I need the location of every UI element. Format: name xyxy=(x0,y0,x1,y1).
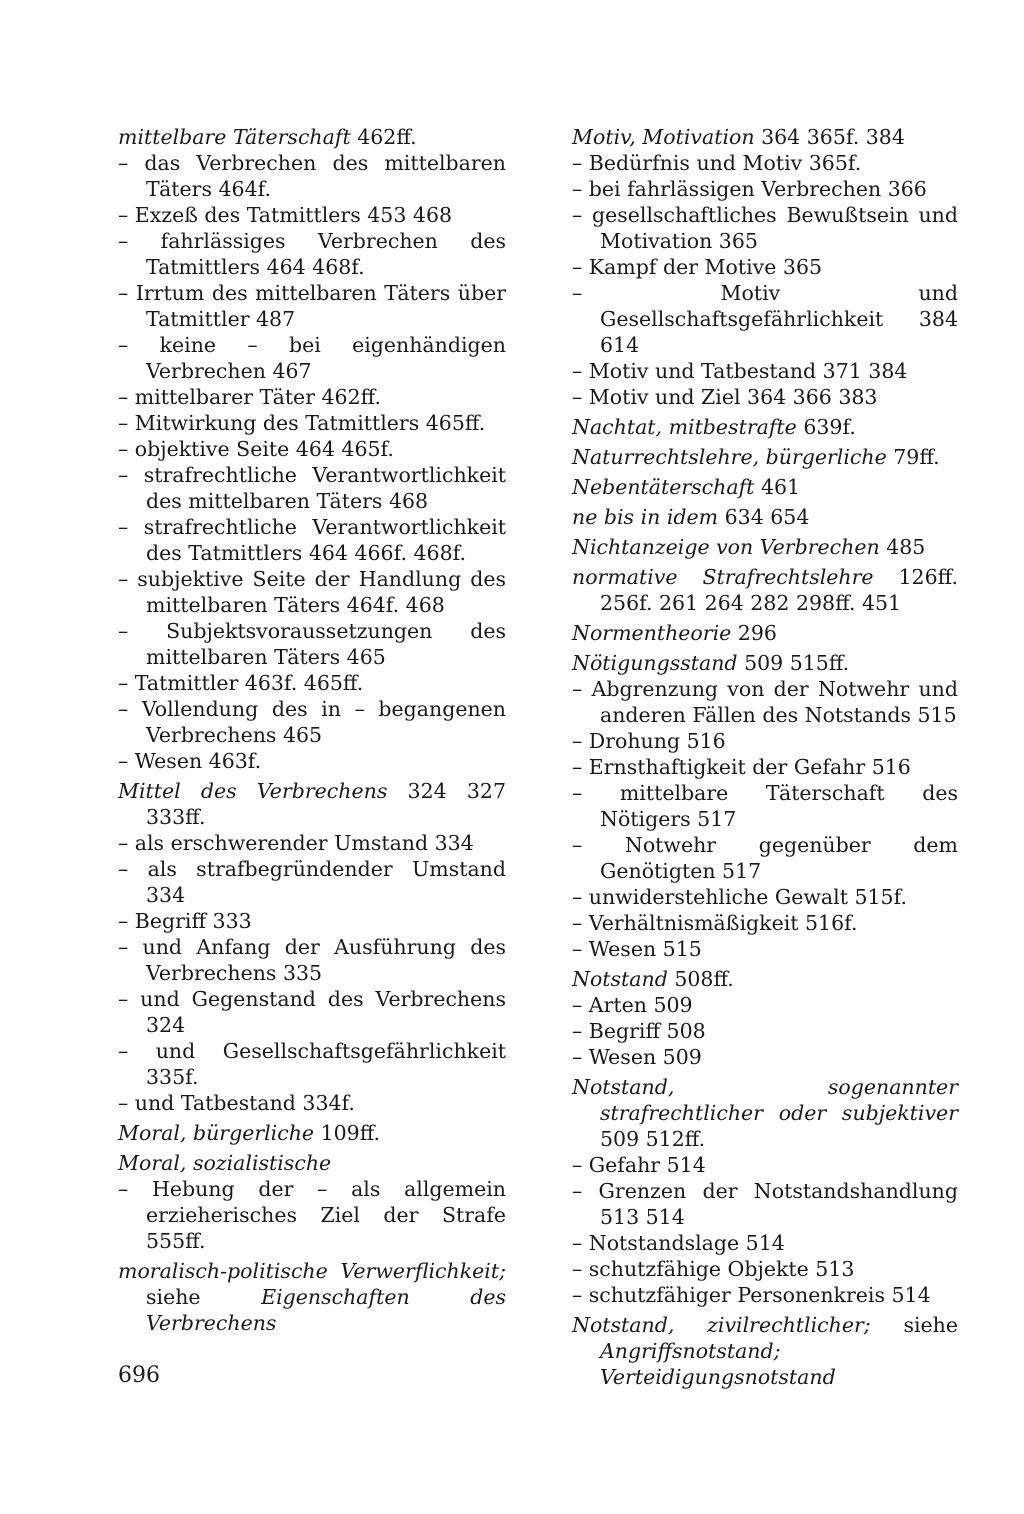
index-subentry: – Irrtum des mittelbaren Täters über Tatmittler 487 xyxy=(118,281,506,331)
index-subentry: – Vollendung des in – begangenen Verbrechens 465 xyxy=(118,697,506,747)
index-subentry: – strafrechtliche Verantwortlichkeit des Tatmittlers 464 466f. 468f. xyxy=(118,515,506,565)
index-subentry: – Ernsthaftigkeit der Gefahr 516 xyxy=(572,755,911,779)
index-subentry: – Drohung 516 xyxy=(572,729,726,753)
index-subentry: – Wesen 463f. xyxy=(118,749,262,773)
index-term: Notstand, sogenannter strafrechtlicher oder subjektiver xyxy=(572,1075,958,1125)
index-subentry: – schutzfähige Objekte 513 xyxy=(572,1257,855,1281)
index-subentry: – bei fahrlässigen Verbrechen 366 xyxy=(572,177,927,201)
page-number: 696 xyxy=(118,1363,160,1388)
index-subentry: – gesellschaftliches Bewußtsein und Motivation 365 xyxy=(572,203,958,253)
index-subentry: – und Tatbestand 334f. xyxy=(118,1091,355,1115)
index-entry xyxy=(572,564,958,616)
index-locators: 364 365f. 384 xyxy=(754,125,905,149)
index-subentry: – mittelbarer Täter 462ff. xyxy=(118,385,381,409)
index-locators: 296 xyxy=(731,621,777,645)
index-subentry: – Gefahr 514 xyxy=(572,1153,706,1177)
index-term: Nötigungsstand xyxy=(572,651,738,675)
index-locators: siehe xyxy=(146,1285,262,1309)
index-subentry: – Kampf der Motive 365 xyxy=(572,255,823,279)
index-subentry: – Grenzen der Notstandshandlung 513 514 xyxy=(572,1179,958,1229)
index-entry xyxy=(118,1258,506,1336)
index-subentry: – und Gesellschaftsgefährlichkeit 335f. xyxy=(118,1039,506,1089)
index-locators: 509 512ff. xyxy=(600,1127,706,1151)
index-entry xyxy=(572,414,958,440)
index-term: Moral, sozialistische xyxy=(118,1151,332,1175)
index-term: Notstand, zivilrechtlicher; xyxy=(572,1313,871,1337)
index-subentry: – Mitwirkung des Tatmittlers 465ff. xyxy=(118,411,486,435)
index-locators: 509 515ff. xyxy=(737,651,850,675)
index-entry xyxy=(118,778,506,830)
index-entry xyxy=(572,534,958,560)
index-term: mittelbare Täterschaft xyxy=(118,125,351,149)
index-subentry: – Verhältnismäßigkeit 516f. xyxy=(572,911,858,935)
index-subentry: – Bedürfnis und Motiv 365f. xyxy=(572,151,862,175)
index-subentry: – strafrechtliche Verantwortlichkeit des mittelbaren Täters 468 xyxy=(118,463,506,513)
index-entry xyxy=(572,966,958,992)
index-subentry: – Exzeß des Tatmittlers 453 468 xyxy=(118,203,453,227)
index-subentry: – Tatmittler 463f. 465ff. xyxy=(118,671,364,695)
index-subentry: – Begriff 333 xyxy=(118,909,252,933)
index-subentry: – Subjektsvoraussetzungen des mittelbaren Täters 465 xyxy=(118,619,506,669)
index-term: Nachtat, mitbestrafte xyxy=(572,415,797,439)
index-term: Notstand xyxy=(572,967,668,991)
index-subentry: – als erschwerender Umstand 334 xyxy=(118,831,474,855)
index-subentry: – Notwehr gegenüber dem Genötigten 517 xyxy=(572,833,958,883)
index-locators: 634 654 xyxy=(718,505,810,529)
index-subentry: – unwiderstehliche Gewalt 515f. xyxy=(572,885,907,909)
index-locators: 508ff. xyxy=(667,967,734,991)
index-locators: 461 xyxy=(754,475,801,499)
index-entry xyxy=(572,650,958,676)
index-subentry: – als strafbegründender Umstand 334 xyxy=(118,857,506,907)
index-subentry: – Hebung der – als allgemein erzieherisches Ziel der Strafe 555ff. xyxy=(118,1177,506,1253)
index-subentry: – schutzfähiger Personenkreis 514 xyxy=(572,1283,931,1307)
index-subentry: – fahrlässiges Verbrechen des Tatmittlers 464 468f. xyxy=(118,229,506,279)
index-locators: 324 327 333ff. xyxy=(146,779,506,829)
index-term: Nichtanzeige von Verbrechen xyxy=(572,535,880,559)
index-term: Nebentäterschaft xyxy=(572,475,755,499)
index-entry xyxy=(572,474,958,500)
index-subentry: – mittelbare Täterschaft des Nötigers 517 xyxy=(572,781,958,831)
index-subentry: – subjektive Seite der Handlung des mittelbaren Täters 464f. 468 xyxy=(118,567,506,617)
index-entry xyxy=(572,504,958,530)
cross-reference-term: Eigenschaften des Verbrechens xyxy=(146,1285,507,1335)
index-locators: 126ff. 256f. 261 264 282 298ff. 451 xyxy=(600,565,958,615)
index-locators: 109ff. xyxy=(314,1121,381,1145)
index-subentry: – und Gegenstand des Verbrechens 324 xyxy=(118,987,506,1037)
index-term: Normentheorie xyxy=(572,621,732,645)
index-subentry: – Motiv und Ziel 364 366 383 xyxy=(572,385,878,409)
index-entry xyxy=(572,124,958,150)
index-subentry: – und Anfang der Ausführung des Verbrechens 335 xyxy=(118,935,506,985)
index-subentry: – Begriff 508 xyxy=(572,1019,706,1043)
index-locators: 79ff. xyxy=(886,445,940,469)
index-term: Mittel des Verbrechens xyxy=(118,779,388,803)
index-subentry: – Notstandslage 514 xyxy=(572,1231,785,1255)
index-locators: 485 xyxy=(879,535,926,559)
index-term: Moral, bürgerliche xyxy=(118,1121,315,1145)
index-entry xyxy=(118,124,506,150)
right-index-column xyxy=(572,124,958,1390)
index-entry xyxy=(118,1120,506,1146)
index-locators: 639f. xyxy=(796,415,856,439)
index-locators: siehe xyxy=(870,1313,958,1337)
index-entry xyxy=(572,620,958,646)
index-subentry: – objektive Seite 464 465f. xyxy=(118,437,394,461)
index-subentry: – keine – bei eigenhändigen Verbrechen 467 xyxy=(118,333,506,383)
index-term: normative Strafrechtslehre xyxy=(572,565,874,589)
index-subentry: – Wesen 509 xyxy=(572,1045,702,1069)
index-entry xyxy=(572,444,958,470)
index-subentry: – Wesen 515 xyxy=(572,937,702,961)
cross-reference-term: Angriffsnotstand; Verteidigungsnotstand xyxy=(600,1339,836,1389)
index-entry xyxy=(572,1312,958,1390)
index-subentry: – das Verbrechen des mittelbaren Täters 464f. xyxy=(118,151,506,201)
index-term: ne bis in idem xyxy=(572,505,719,529)
index-term: Motiv, Motivation xyxy=(572,125,755,149)
index-subentry: – Abgrenzung von der Notwehr und anderen Fällen des Notstands 515 xyxy=(572,677,958,727)
index-entry xyxy=(572,1074,958,1152)
index-entry xyxy=(118,1150,506,1176)
index-subentry: – Motiv und Tatbestand 371 384 xyxy=(572,359,908,383)
index-subentry: – Motiv und Gesellschaftsgefährlichkeit 384 614 xyxy=(572,281,958,357)
index-term: Naturrechtslehre, bürgerliche xyxy=(572,445,887,469)
index-subentry: – Arten 509 xyxy=(572,993,693,1017)
index-locators: 462ff. xyxy=(350,125,417,149)
left-index-column xyxy=(118,124,506,1336)
index-term: moralisch-politische Verwerflichkeit; xyxy=(118,1259,506,1283)
